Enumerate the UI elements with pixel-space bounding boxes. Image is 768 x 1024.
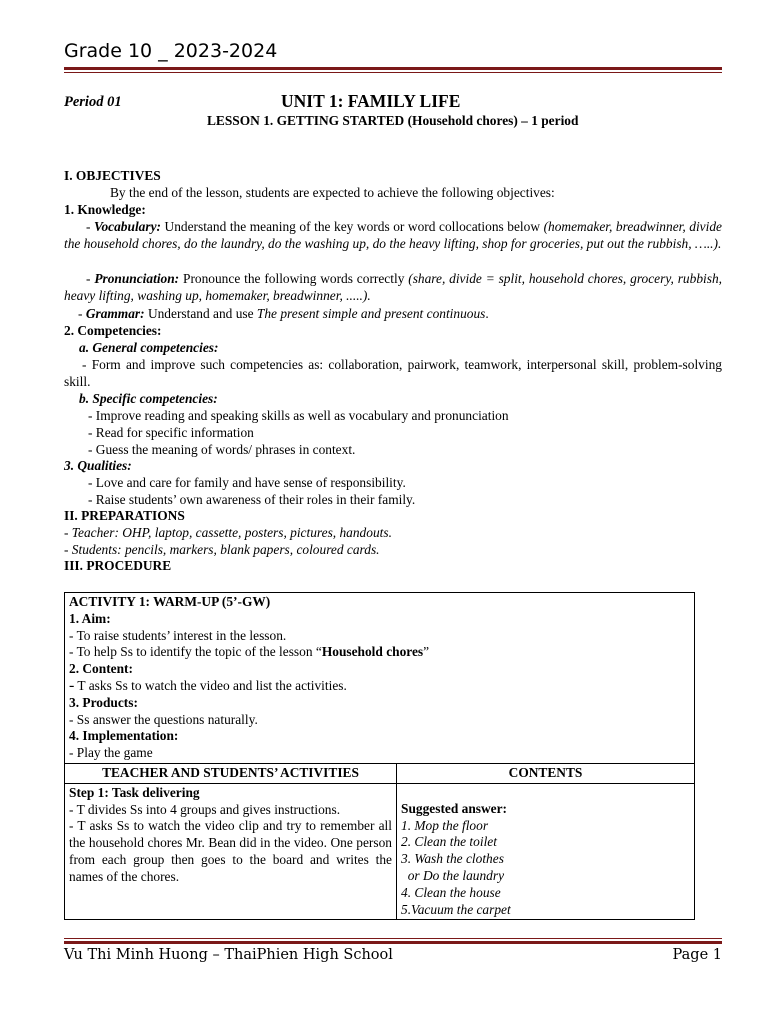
- general-competencies-text: - Form and improve such competencies as: collaboration, pairwork, teamwork, interpersonal skill, problem-solving skill.: [64, 357, 722, 389]
- pronunciation-list: (share, divide = split, household chores, grocery, rubbish, heavy lifting, washing up, homemaker, breadwinner, .....).: [64, 271, 722, 303]
- student-preparations: - Students: pencils, markers, blank papers, coloured cards.: [64, 542, 380, 557]
- answer-item: 5.Vacuum the carpet: [401, 901, 511, 917]
- aim-item: - To raise students’ interest in the lesson.: [69, 627, 287, 643]
- lesson-title: LESSON 1. GETTING STARTED (Household chores) – 1 period: [207, 113, 579, 128]
- suggested-answer-heading: Suggested answer:: [401, 800, 508, 816]
- answer-item: 1. Mop the floor: [401, 817, 489, 833]
- unit-title: UNIT 1: FAMILY LIFE: [281, 91, 461, 111]
- contents-cell: [397, 783, 695, 920]
- content-heading: 2. Content:: [69, 661, 133, 677]
- objectives-heading: I. OBJECTIVES: [64, 168, 161, 183]
- preparations-heading: II. PREPARATIONS: [64, 508, 185, 523]
- implementation-text: - Play the game: [69, 745, 153, 761]
- teacher-preparations: - Teacher: OHP, laptop, cassette, posters, pictures, handouts.: [64, 525, 392, 540]
- answer-item: 2. Clean the toilet: [401, 834, 497, 850]
- grammar-list: The present simple and present continuous: [256, 306, 486, 321]
- answer-item: 3. Wash the clothes: [401, 851, 504, 867]
- quality-item: - Love and care for family and have sense of responsibility.: [88, 475, 406, 490]
- competencies-heading: 2. Competencies:: [64, 323, 162, 338]
- activity-table: [64, 592, 695, 920]
- aim-topic: Household chores: [321, 644, 424, 660]
- header-divider: [64, 67, 722, 73]
- products-heading: 3. Products:: [69, 694, 138, 710]
- aim-item: [69, 644, 690, 661]
- vocabulary-paragraph: - Vocabulary: Understand the meaning of the key words or word collocations below (homemaker, breadwinner, divide the household chores, do the laundry, do the washing up, do the heavy lifting, shop for groceries, put out the rubbish, …..).: [64, 219, 722, 251]
- column-header-activities: TEACHER AND STUDENTS’ ACTIVITIES: [65, 763, 397, 783]
- content-description: T asks Ss to watch the video and list the activities.: [74, 677, 347, 693]
- period-label: Period 01: [64, 94, 122, 110]
- specific-competencies-heading: b. Specific competencies:: [79, 391, 218, 406]
- pronunciation-label: Pronunciation:: [94, 271, 180, 286]
- specific-item: - Read for specific information: [88, 425, 254, 440]
- header-title: Grade 10 _ 2023-2024: [64, 40, 278, 62]
- aim-text: - To help Ss to identify the topic of the lesson “: [69, 644, 322, 660]
- pronunciation-text: Pronounce the following words correctly: [179, 271, 409, 286]
- knowledge-heading: 1. Knowledge:: [64, 202, 146, 217]
- step-item: - T divides Ss into 4 groups and gives instructions.: [69, 801, 341, 817]
- grammar-paragraph: - Grammar: Understand and use The present simple and present continuous.: [78, 306, 489, 321]
- footer-author: Vu Thi Minh Huong – ThaiPhien High School: [64, 947, 393, 963]
- specific-item: - Guess the meaning of words/ phrases in context.: [88, 442, 356, 457]
- vocabulary-label: Vocabulary:: [94, 219, 161, 234]
- vocabulary-text: Understand the meaning of the key words or word collocations below: [160, 219, 544, 234]
- objectives-intro: By the end of the lesson, students are expected to achieve the following objectives:: [110, 185, 555, 200]
- qualities-heading: 3. Qualities:: [64, 458, 132, 473]
- activity-overview: [65, 593, 695, 764]
- activities-cell: [65, 783, 397, 920]
- aim-heading: 1. Aim:: [69, 610, 111, 626]
- grammar-text: Understand and use: [144, 306, 257, 321]
- page-footer: [64, 947, 722, 963]
- specific-item: - Improve reading and speaking skills as well as vocabulary and pronunciation: [88, 408, 509, 423]
- activity-title: ACTIVITY 1: WARM-UP (5’-GW): [69, 594, 271, 609]
- answer-item: or Do the laundry: [401, 867, 505, 883]
- grammar-label: Grammar:: [85, 306, 145, 321]
- general-competencies-heading: a. General competencies:: [79, 340, 219, 355]
- procedure-heading: III. PROCEDURE: [64, 558, 172, 573]
- answer-item: 4. Clean the house: [401, 884, 501, 900]
- vocabulary-list: (homemaker, breadwinner, divide the household chores, do the laundry, do the washing up, do the heavy lifting, shop for groceries, put out the rubbish, …..).: [64, 219, 722, 251]
- pronunciation-paragraph: - Pronunciation: Pronounce the following words correctly (share, divide = split, household chores, grocery, rubbish, heavy lifting, washing up, homemaker, breadwinner, .....).: [64, 271, 722, 303]
- page-number: Page 1: [672, 947, 722, 963]
- aim-quote-end: ”: [423, 644, 430, 660]
- step-title: Step 1: Task delivering: [69, 784, 200, 800]
- footer-divider: [64, 938, 722, 944]
- products-text: - Ss answer the questions naturally.: [69, 711, 258, 727]
- column-header-contents: CONTENTS: [397, 763, 695, 783]
- step-item: - T asks Ss to watch the video clip and try to remember all the household chores Mr. Bean did in the video. One person from each group then goes to the board and writes the names of the chores.: [69, 818, 392, 884]
- implementation-heading: 4. Implementation:: [69, 728, 179, 744]
- content-text: - T asks Ss to watch the video and list the activities.: [69, 676, 347, 694]
- quality-item: - Raise students’ own awareness of their roles in their family.: [88, 492, 416, 507]
